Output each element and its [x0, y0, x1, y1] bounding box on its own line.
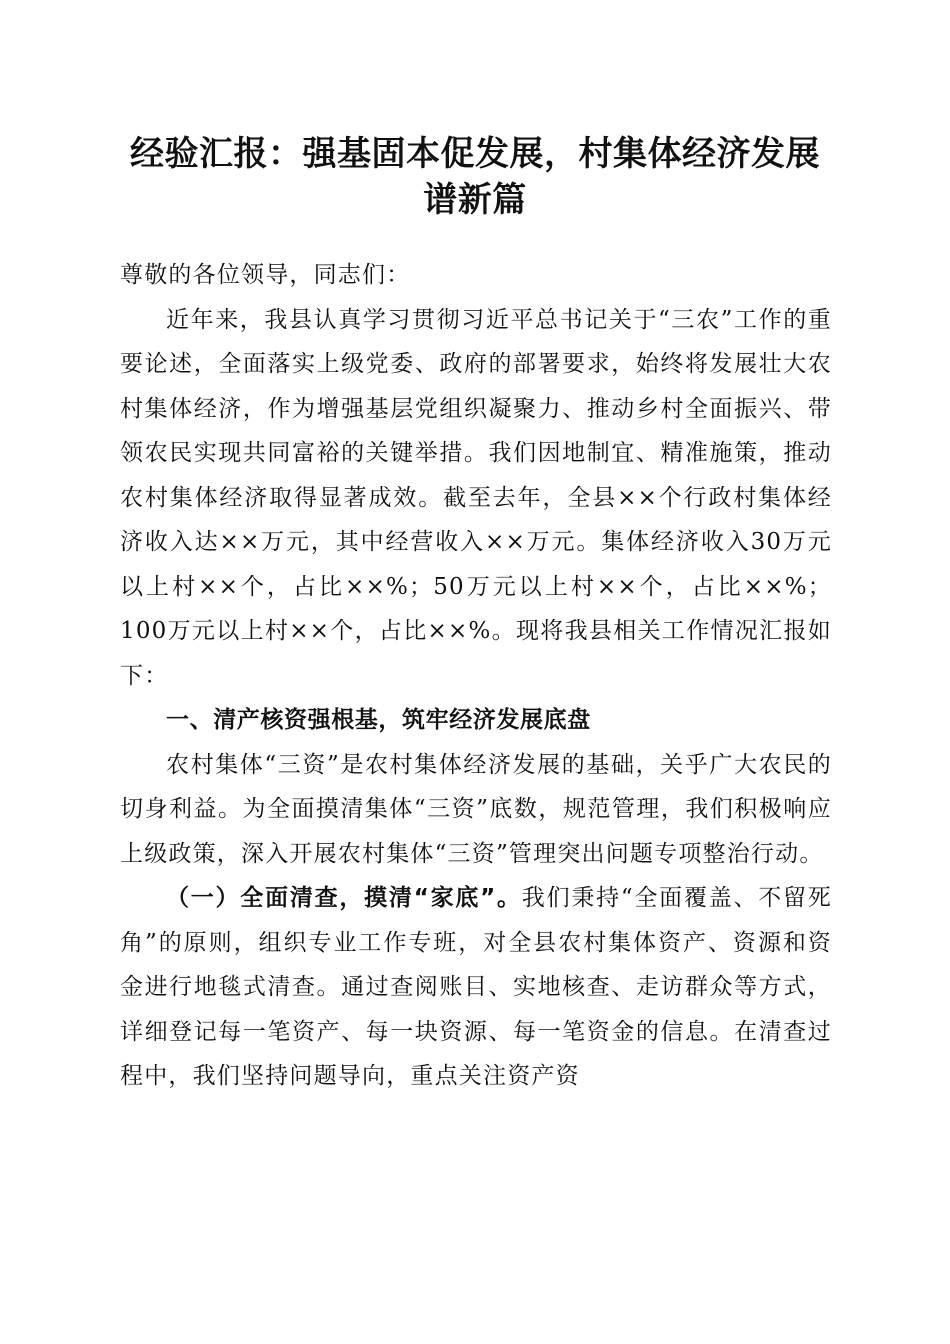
section-1-paragraph: 农村集体“三资”是农村集体经济发展的基础，关乎广大农民的切身利益。为全面摸清集体“三资”底数，规范管理，我们积极响应上级政策，深入开展农村集体“三资”管理突出问题专项整治行动。 [120, 751, 832, 867]
subsection-1-heading: （一）全面清查，摸清“家底”。 [166, 885, 522, 911]
subsection-1-text: 我们秉持“全面覆盖、不留死角”的原则，组织专业工作专班，对全县农村集体资产、资源和资金进行地毯式清查。通过查阅账目、实地核查、走访群众等方式，详细登记每一笔资产、每一块资源、每一笔资金的信息。在清查过程中，我们坚持问题导向，重点关注资产资 [120, 885, 833, 1089]
subsection-1-paragraph [120, 876, 832, 1099]
salutation: 尊敬的各位领导，同志们： [120, 262, 411, 288]
intro-paragraph: 近年来，我县认真学习贯彻习近平总书记关于“三农”工作的重要论述，全面落实上级党委、政府的部署要求，始终将发展壮大农村集体经济，作为增强基层党组织凝聚力、推动乡村全面振兴、带领农民实现共同富裕的关键举措。我们因地制宜、精准施策，推动农村集体经济取得显著成效。截至去年，全县××个行政村集体经济收入达××万元，其中经营收入××万元。集体经济收入30万元以上村××个，占比××%；50万元以上村××个，占比××%；100万元以上村××个，占比××%。现将我县相关工作情况汇报如下： [120, 306, 832, 689]
document-body [120, 253, 832, 1099]
document-title [110, 131, 840, 223]
title-line-2: 谱新篇 [423, 180, 527, 220]
title-line-1: 经验汇报：强基固本促发展，村集体经济发展 [130, 134, 820, 174]
section-heading-1: 一、清产核资强根基，筑牢经济发展底盘 [166, 707, 591, 733]
